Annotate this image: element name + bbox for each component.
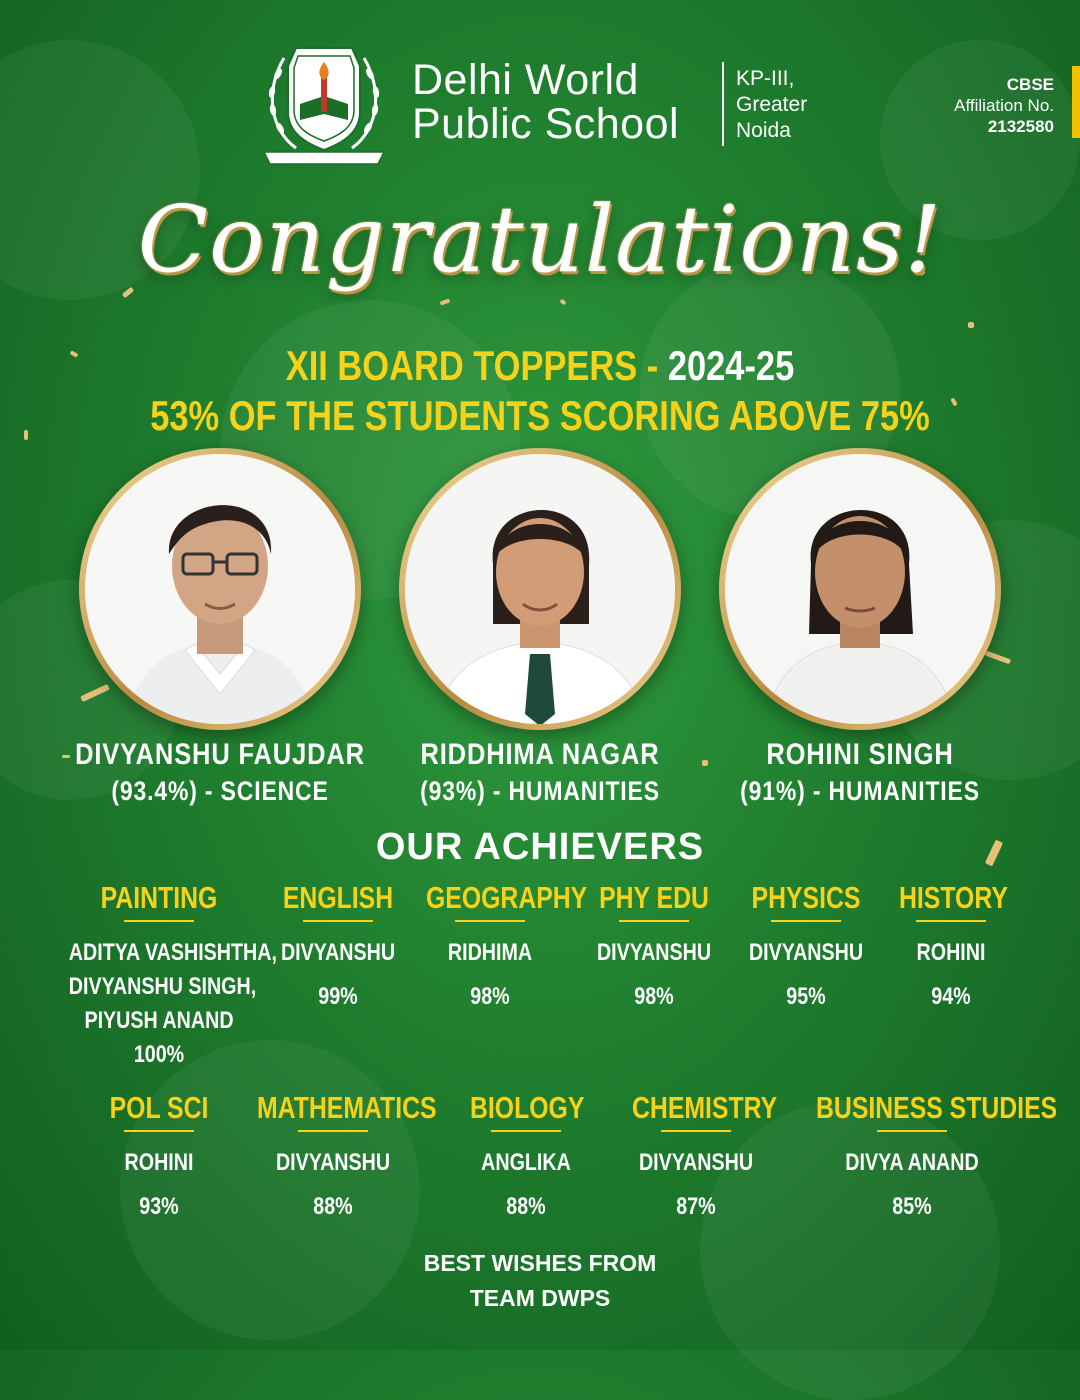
achiever-name: PIYUSH ANAND <box>84 1007 234 1034</box>
achiever-name: DIVYA ANAND <box>845 1149 979 1176</box>
confetti-piece <box>559 299 566 306</box>
subject-underline <box>124 920 194 922</box>
achiever-name: ADITYA VASHISHTHA, <box>68 939 277 966</box>
headline-percentage: 53% OF THE STUDENTS SCORING ABOVE 75% <box>150 392 930 439</box>
headline-toppers-prefix: XII BOARD TOPPERS - <box>285 342 668 389</box>
cbse-label: CBSE <box>1006 75 1054 94</box>
achiever-score: 99% <box>318 983 358 1010</box>
achiever-name: DIVYANSHU <box>275 1149 391 1176</box>
subject-underline <box>661 1130 731 1132</box>
topper-photo-ring <box>79 448 361 730</box>
affiliation-label: Affiliation No. <box>954 96 1054 115</box>
achiever-painting <box>49 880 277 1072</box>
achiever-score: 93% <box>139 1193 179 1220</box>
subject-underline <box>303 920 373 922</box>
achiever-score: 88% <box>313 1193 353 1220</box>
achiever-score: 98% <box>634 983 674 1010</box>
achiever-subject: PHY EDU <box>599 880 709 915</box>
achievers-heading: OUR ACHIEVERS <box>375 826 705 868</box>
confetti-piece <box>440 298 451 305</box>
topper-photo-ring <box>399 448 681 730</box>
subject-underline <box>455 920 525 922</box>
school-location <box>736 66 807 144</box>
achiever-mathematics <box>238 1090 437 1224</box>
achiever-score: 87% <box>676 1193 716 1220</box>
achiever-subject: BUSINESS STUDIES <box>816 1090 1058 1125</box>
achiever-name: ROHINI <box>124 1149 194 1176</box>
topper-score: (93%) - HUMANITIES <box>420 776 660 806</box>
topper-name: DIVYANSHU FAUJDAR <box>75 738 365 771</box>
confetti-piece <box>968 322 974 328</box>
subject-underline <box>124 1130 194 1132</box>
achiever-name: DIVYANSHU <box>638 1149 754 1176</box>
cbse-affiliation <box>954 74 1054 137</box>
footer-wishes <box>0 1246 1080 1316</box>
achiever-business-studies <box>792 1090 1058 1224</box>
edge-accent-bar <box>1072 66 1080 138</box>
achiever-geography <box>410 880 588 1014</box>
topper-score: (93.4%) - SCIENCE <box>111 776 329 806</box>
achiever-name: ROHINI <box>916 939 986 966</box>
topper-score: (91%) - HUMANITIES <box>740 776 980 806</box>
achiever-subject: GEOGRAPHY <box>426 880 588 915</box>
achiever-score: 88% <box>506 1193 546 1220</box>
achiever-name: DIVYANSHU <box>596 939 712 966</box>
achiever-score: 95% <box>786 983 826 1010</box>
congratulations-title: Congratulations! <box>137 186 943 293</box>
achiever-subject: HISTORY <box>899 880 1008 915</box>
achiever-phy-edu <box>584 880 724 1014</box>
footer-line2: TEAM DWPS <box>469 1285 611 1311</box>
achiever-score: 94% <box>931 983 971 1010</box>
headline-toppers <box>97 342 983 390</box>
subject-underline <box>916 920 986 922</box>
achiever-score: 85% <box>892 1193 932 1220</box>
header-divider <box>722 62 724 146</box>
header <box>0 0 1080 180</box>
achiever-subject: MATHEMATICS <box>257 1090 437 1125</box>
topper-photo <box>85 454 355 724</box>
location-line1: KP-III, <box>736 67 795 90</box>
school-name <box>412 58 679 146</box>
headline-year: 2024-25 <box>667 342 795 389</box>
topper-name: RIDDHIMA NAGAR <box>420 738 660 771</box>
achiever-subject: PAINTING <box>100 880 218 915</box>
topper-photo-ring <box>719 448 1001 730</box>
achiever-subject: PHYSICS <box>751 880 861 915</box>
school-logo <box>256 38 392 166</box>
confetti-piece <box>24 430 28 440</box>
topper-photo <box>405 454 675 724</box>
achiever-score: 98% <box>470 983 510 1010</box>
subject-underline <box>877 1130 947 1132</box>
subject-underline <box>771 920 841 922</box>
achiever-score: 100% <box>133 1041 185 1068</box>
achiever-name: DIVYANSHU <box>748 939 864 966</box>
subject-underline <box>619 920 689 922</box>
achiever-english <box>268 880 408 1014</box>
achiever-subject: POL SCI <box>109 1090 209 1125</box>
achiever-name: ANGLIKA <box>481 1149 571 1176</box>
achiever-history <box>886 880 1016 1014</box>
footer-line1: BEST WISHES FROM <box>423 1250 657 1276</box>
achiever-subject: BIOLOGY <box>470 1090 585 1125</box>
achiever-chemistry <box>616 1090 776 1224</box>
achiever-pol-sci <box>89 1090 229 1224</box>
achiever-subject: ENGLISH <box>282 880 394 915</box>
subject-underline <box>298 1130 368 1132</box>
school-name-line1: Delhi World <box>412 56 639 104</box>
topper-name: ROHINI SINGH <box>766 738 954 771</box>
achiever-name: DIVYANSHU <box>280 939 396 966</box>
subject-underline <box>491 1130 561 1132</box>
confetti-piece <box>70 350 79 357</box>
location-line2: Greater <box>736 93 808 116</box>
school-name-line2: Public School <box>412 100 680 148</box>
affiliation-number: 2132580 <box>987 117 1054 136</box>
achiever-biology <box>456 1090 596 1224</box>
achiever-physics <box>736 880 876 1014</box>
achiever-name: RIDHIMA <box>447 939 533 966</box>
achiever-subject: CHEMISTRY <box>632 1090 778 1125</box>
location-line3: Noida <box>736 119 791 142</box>
achiever-name: DIVYANSHU SINGH, <box>68 973 257 1000</box>
topper-photo <box>725 454 995 724</box>
